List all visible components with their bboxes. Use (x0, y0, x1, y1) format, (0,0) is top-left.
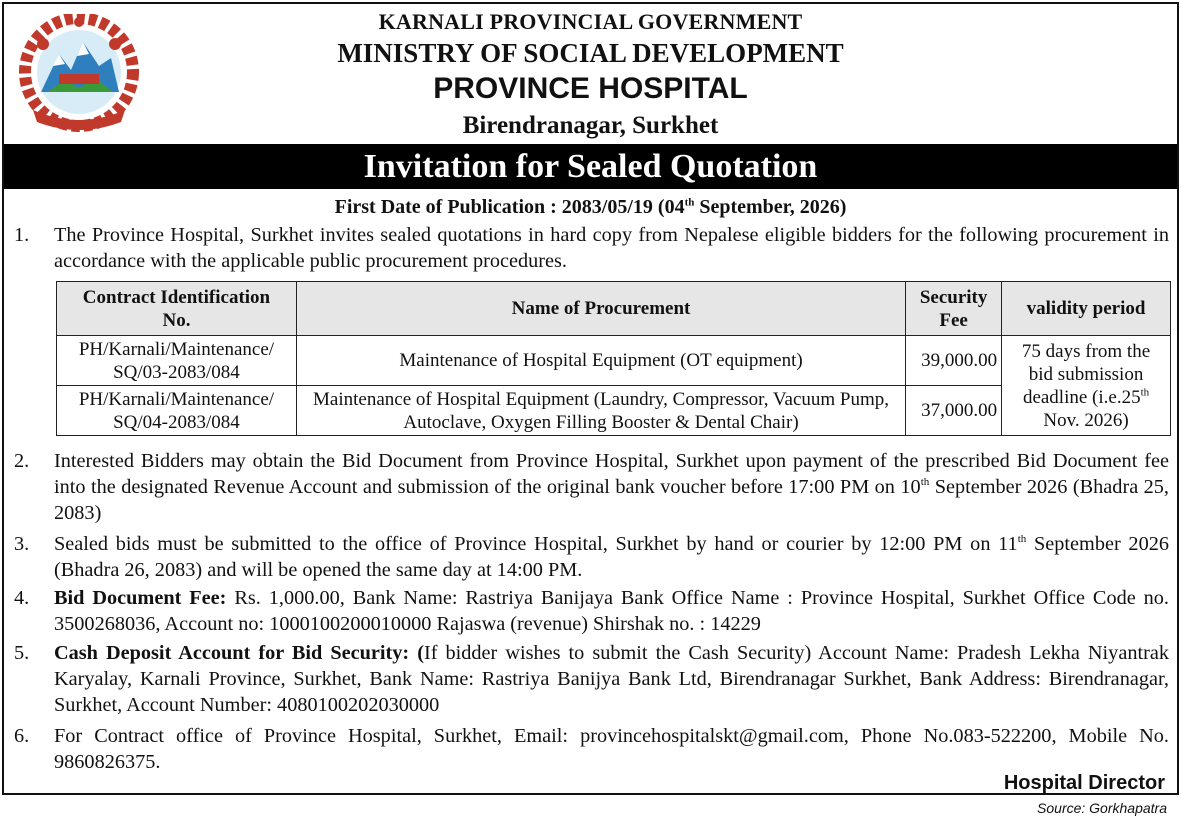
item-text: Sealed bids must be submitted to the office of Province Hospital, Surkhet by hand or courier by 12:00 PM on 11th September 2026 (Bhadra 26, 2083) and will be opened the same day at 14:00 PM. (54, 533, 1169, 581)
item-text: Bid Document Fee: Rs. 1,000.00, Bank Name: Rastriya Banijaya Bank Office Name : Province Hospital, Surkhet Office Code no. 3500268036, Account no: 1000100200010000 Rajaswa (revenue) Shirshak no. : 14229 (54, 587, 1169, 635)
item-number: 6. (14, 725, 30, 747)
col-header-validity: validity period (1002, 282, 1171, 336)
procurement-table (56, 281, 1171, 436)
col-header-contract-id: Contract Identification No. (57, 282, 297, 336)
security-fee-cell: 37,000.00 (906, 386, 1002, 436)
location-heading: Birendranagar, Surkhet (462, 112, 719, 139)
item-number: 3. (14, 533, 30, 555)
table-row (57, 336, 1171, 386)
item-text: The Province Hospital, Surkhet invites sealed quotations in hard copy from Nepalese eligible bidders for the following procurement in accordance with the applicable public procurement procedures. (54, 224, 1169, 272)
col-header-security-fee: Security Fee (906, 282, 1002, 336)
notice-title: Invitation for Sealed Quotation (4, 144, 1177, 189)
col-header-procurement: Name of Procurement (296, 282, 905, 336)
source-credit: Source: Gorkhapatra (1037, 800, 1167, 816)
contract-id-cell: PH/Karnali/Maintenance/ SQ/03-2083/084 (57, 336, 297, 386)
table-header-row (57, 282, 1171, 336)
item-number: 2. (14, 450, 30, 472)
govt-heading: KARNALI PROVINCIAL GOVERNMENT (378, 9, 803, 34)
list-item (14, 585, 1169, 637)
item-number: 1. (14, 224, 30, 246)
validity-cell: 75 days from the bid submission deadline (i.e.25th Nov. 2026) (1002, 336, 1171, 436)
item-text: Interested Bidders may obtain the Bid Document from Province Hospital, Surkhet upon payment of the prescribed Bid Document fee into the designated Revenue Account and submission of the original bank voucher before 17:00 PM on 10th September 2026 (Bhadra 25, 2083) (54, 450, 1170, 524)
item-number: 5. (14, 642, 30, 664)
item-text: For Contract office of Province Hospital, Surkhet, Email: provincehospitalskt@gmail.com, Phone No.083-522200, Mobile No. 9860826375. (54, 725, 1169, 773)
contract-id-cell: PH/Karnali/Maintenance/ SQ/04-2083/084 (57, 386, 297, 436)
item-text: Cash Deposit Account for Bid Security: (If bidder wishes to submit the Cash Security) Account Name: Pradesh Lekha Niyantrak Karyalay, Karnali Province, Surkhet, Bank Name: Rastriya Banijya Bank Ltd, Birendranagar Surkhet, Bank Address: Birendranagar, Surkhet, Account Number: 4080100202030000 (54, 642, 1169, 716)
ministry-heading: MINISTRY OF SOCIAL DEVELOPMENT (337, 38, 844, 68)
notice-frame (2, 2, 1179, 795)
security-fee-cell: 39,000.00 (906, 336, 1002, 386)
procurement-name-cell: Maintenance of Hospital Equipment (Laundry, Compressor, Vacuum Pump, Autoclave, Oxygen Filling Booster & Dental Chair) (296, 386, 905, 436)
list-item (14, 723, 1169, 775)
procurement-name-cell: Maintenance of Hospital Equipment (OT equipment) (296, 336, 905, 386)
signer-title: Hospital Director (1003, 772, 1165, 794)
list-item (14, 640, 1169, 718)
list-item (14, 531, 1169, 583)
item-number: 4. (14, 587, 30, 609)
hospital-heading: PROVINCE HOSPITAL (433, 72, 748, 105)
publication-date: First Date of Publication : 2083/05/19 (04th September, 2026) (334, 196, 847, 218)
list-item (14, 448, 1169, 526)
list-item (14, 222, 1169, 274)
